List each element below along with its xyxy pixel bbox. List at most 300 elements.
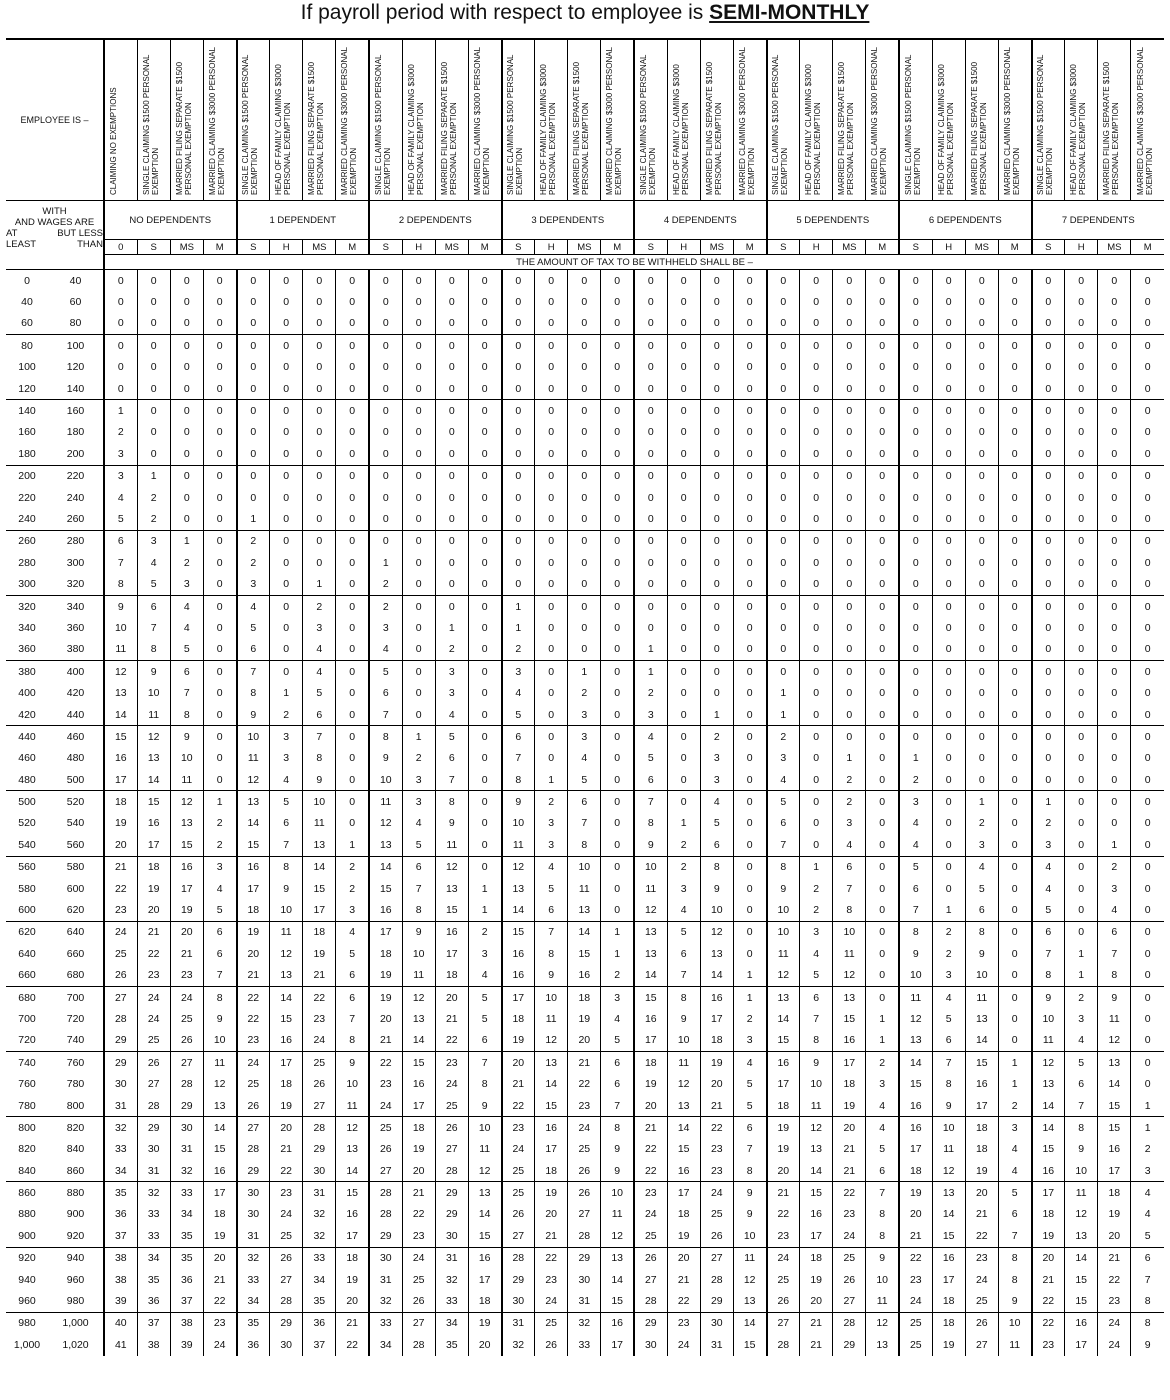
tax-amount-cell: 0 [1032,422,1065,443]
tax-amount-cell: 12 [800,1117,833,1139]
tax-amount-cell: 0 [700,357,733,378]
tax-amount-cell: 22 [237,986,270,1008]
tax-amount-cell: 0 [700,573,733,595]
wage-less-than: 620 [66,904,85,917]
tax-amount-cell: 0 [800,704,833,726]
tax-amount-cell: 27 [502,1225,535,1247]
tax-amount-cell: 19 [800,1269,833,1290]
tax-amount-cell: 20 [833,1117,866,1139]
tax-amount-cell: 1 [502,595,535,617]
tax-amount-cell: 0 [270,291,303,312]
tax-amount-cell: 14 [369,856,402,878]
tax-amount-cell: 0 [1065,617,1098,638]
tax-amount-cell: 2 [535,791,568,813]
tax-amount-cell: 1 [203,791,236,813]
tax-amount-cell: 0 [899,313,932,335]
tax-amount-cell: 0 [468,791,501,813]
tax-amount-cell: 16 [402,1073,435,1094]
tax-amount-cell: 7 [1032,943,1065,964]
tax-amount-cell: 12 [237,769,270,791]
tax-amount-cell: 0 [866,878,899,899]
tax-amount-cell: 28 [303,1117,336,1139]
tax-amount-cell: 0 [535,682,568,703]
tax-amount-cell: 0 [998,291,1031,312]
tax-amount-cell: 16 [502,943,535,964]
tax-amount-cell: 0 [800,291,833,312]
tax-amount-cell: 0 [1098,748,1131,769]
tax-amount-cell: 22 [767,1204,800,1225]
tax-amount-cell: 9 [270,878,303,899]
tax-amount-cell: 0 [733,617,766,638]
least-label: LEAST [6,238,37,250]
tax-amount-cell: 0 [866,986,899,1008]
column-status-label: MARRIED FILING SEPARATE $1500 PERSONAL EXEMPTION [307,61,326,195]
wage-less-than: 260 [66,512,85,525]
tax-amount-cell: 0 [965,552,998,573]
tax-amount-cell: 0 [435,595,468,617]
tax-amount-cell: 12 [899,1008,932,1029]
tax-amount-cell: 22 [1032,1290,1065,1312]
table-row [6,1247,1164,1269]
tax-amount-cell: 0 [1131,508,1164,530]
tax-amount-cell: 13 [170,813,203,834]
tax-amount-cell: 20 [568,1030,601,1052]
tax-amount-cell: 0 [1098,313,1131,335]
tax-amount-cell: 0 [270,530,303,552]
tax-amount-cell: 15 [402,1052,435,1074]
title-prefix: If payroll period with respect to employee is [300,1,710,24]
tax-amount-cell: 17 [601,1334,634,1355]
tax-amount-cell: 0 [1098,813,1131,834]
tax-amount-cell: 23 [833,1204,866,1225]
tax-amount-cell: 0 [568,617,601,638]
tax-amount-cell: 0 [170,313,203,335]
tax-amount-cell: 0 [435,573,468,595]
tax-amount-cell: 0 [435,400,468,422]
tax-amount-cell: 0 [899,422,932,443]
tax-amount-cell: 10 [899,965,932,987]
tax-amount-cell: 0 [965,530,998,552]
tax-amount-cell: 0 [833,357,866,378]
tax-amount-cell: 0 [1131,813,1164,834]
table-row [6,1139,1164,1160]
tax-amount-cell: 9 [800,1052,833,1074]
tax-amount-cell: 0 [634,617,667,638]
tax-amount-cell: 4 [203,878,236,899]
tax-amount-cell: 2 [998,1095,1031,1117]
tax-amount-cell: 1 [336,834,369,856]
tax-amount-cell: 22 [369,1052,402,1074]
tax-amount-cell: 0 [170,378,203,400]
status-code: MS [833,240,866,255]
wages-line1: WITH [42,205,67,217]
tax-amount-cell: 2 [899,769,932,791]
tax-amount-cell: 17 [137,834,170,856]
tax-amount-cell: 19 [104,813,137,834]
tax-amount-cell: 0 [468,617,501,638]
tax-amount-cell: 29 [104,1030,137,1052]
tax-amount-cell: 0 [767,313,800,335]
tax-amount-cell: 0 [833,639,866,661]
column-status-label: SINGLE CLAIMING $1500 PERSONAL EXEMPTION [771,54,790,195]
tax-amount-cell: 1 [237,508,270,530]
status-code: MS [700,240,733,255]
tax-amount-cell: 0 [800,465,833,487]
tax-amount-cell: 0 [833,617,866,638]
tax-amount-cell: 0 [866,270,899,292]
tax-amount-cell: 0 [203,465,236,487]
tax-amount-cell: 0 [800,508,833,530]
tax-amount-cell: 14 [1065,1247,1098,1269]
tax-amount-cell: 0 [104,357,137,378]
tax-amount-cell: 0 [733,921,766,943]
tax-amount-cell: 3 [270,748,303,769]
tax-amount-cell: 0 [998,965,1031,987]
tax-amount-cell: 0 [1098,508,1131,530]
tax-amount-cell: 0 [965,508,998,530]
tax-amount-cell: 0 [833,595,866,617]
title-period: SEMI-MONTHLY [709,1,870,24]
tax-amount-cell: 0 [402,530,435,552]
tax-amount-cell: 22 [270,1160,303,1182]
tax-amount-cell: 8 [270,856,303,878]
tax-amount-cell: 10 [170,748,203,769]
tax-amount-cell: 11 [468,1139,501,1160]
tax-amount-cell: 11 [568,878,601,899]
tax-amount-cell: 8 [203,986,236,1008]
tax-amount-cell: 0 [435,530,468,552]
tax-amount-cell: 0 [667,291,700,312]
tax-amount-cell: 0 [800,487,833,508]
tax-amount-cell: 16 [535,1117,568,1139]
tax-amount-cell: 11 [104,639,137,661]
tax-amount-cell: 21 [502,1073,535,1094]
tax-amount-cell: 27 [833,1290,866,1312]
tax-amount-cell: 0 [203,508,236,530]
tax-amount-cell: 8 [369,726,402,748]
tax-amount-cell: 0 [1098,465,1131,487]
tax-amount-cell: 0 [468,487,501,508]
wage-at-least: 0 [6,270,48,292]
tax-amount-cell: 20 [667,1247,700,1269]
tax-amount-cell: 0 [1098,443,1131,465]
tax-amount-cell: 0 [137,291,170,312]
tax-amount-cell: 16 [767,1052,800,1074]
tax-amount-cell: 19 [965,1160,998,1182]
tax-amount-cell: 9 [468,1095,501,1117]
tax-amount-cell: 28 [170,1073,203,1094]
tax-amount-cell: 11 [866,1290,899,1312]
tax-amount-cell: 5 [303,682,336,703]
tax-amount-cell: 25 [833,1247,866,1269]
tax-amount-cell: 0 [965,748,998,769]
tax-amount-cell: 20 [170,921,203,943]
table-row [6,552,1164,573]
tax-amount-cell: 0 [270,378,303,400]
tax-amount-cell: 15 [568,943,601,964]
tax-amount-cell: 25 [535,1312,568,1334]
table-row [6,856,1164,878]
table-row [6,1312,1164,1334]
tax-amount-cell: 9 [170,726,203,748]
wage-at-least: 160 [18,426,36,439]
tax-amount-cell: 0 [336,270,369,292]
tax-amount-cell: 9 [1032,986,1065,1008]
wage-at-least: 220 [18,491,36,504]
tax-amount-cell: 20 [899,1204,932,1225]
tax-amount-cell: 0 [303,422,336,443]
wage-less-than: 780 [66,1078,85,1091]
tax-amount-cell: 0 [767,552,800,573]
tax-amount-cell: 26 [568,1160,601,1182]
tax-amount-cell: 4 [932,986,965,1008]
tax-amount-cell: 14 [402,1030,435,1052]
tax-amount-cell: 18 [369,943,402,964]
tax-amount-cell: 12 [767,965,800,987]
tax-amount-cell: 39 [104,1290,137,1312]
tax-amount-cell: 8 [336,1030,369,1052]
tax-amount-cell: 11 [270,921,303,943]
tax-amount-cell: 0 [468,834,501,856]
tax-amount-cell: 17 [667,1182,700,1204]
tax-amount-cell: 29 [104,1052,137,1074]
tax-amount-cell: 12 [336,1117,369,1139]
tax-amount-cell: 0 [800,595,833,617]
tax-amount-cell: 5 [1065,1052,1098,1074]
tax-amount-cell: 38 [104,1269,137,1290]
tax-amount-cell: 29 [568,1247,601,1269]
table-row [6,682,1164,703]
wage-less-than: 640 [48,921,104,943]
status-code: H [1065,240,1098,255]
tax-amount-cell: 1 [535,769,568,791]
wage-at-least: 800 [6,1117,48,1139]
tax-amount-cell: 15 [601,1290,634,1312]
tax-amount-cell: 2 [137,487,170,508]
tax-amount-cell: 34 [137,1247,170,1269]
wage-less-than: 180 [66,426,85,439]
tax-amount-cell: 0 [203,313,236,335]
tax-amount-cell: 27 [965,1334,998,1355]
table-row [6,313,1164,335]
tax-amount-cell: 23 [568,1095,601,1117]
tax-amount-cell: 4 [1131,1204,1164,1225]
tax-amount-cell: 19 [568,1008,601,1029]
tax-amount-cell: 7 [998,1225,1031,1247]
tax-amount-cell: 2 [203,834,236,856]
tax-amount-cell: 15 [535,1095,568,1117]
tax-amount-cell: 0 [965,270,998,292]
tax-amount-cell: 0 [866,834,899,856]
tax-amount-cell: 27 [104,986,137,1008]
tax-amount-cell: 22 [237,1008,270,1029]
tax-amount-cell: 0 [866,291,899,312]
table-row [6,1052,1164,1074]
tax-amount-cell: 22 [667,1290,700,1312]
tax-amount-cell: 0 [866,530,899,552]
tax-amount-cell: 5 [899,856,932,878]
tax-amount-cell: 0 [435,378,468,400]
tax-amount-cell: 12 [667,1073,700,1094]
tax-amount-cell: 3 [899,791,932,813]
tax-amount-cell: 16 [170,856,203,878]
tax-amount-cell: 0 [1065,661,1098,683]
table-row [6,1073,1164,1094]
tax-amount-cell: 0 [1065,530,1098,552]
tax-amount-cell: 0 [104,313,137,335]
tax-amount-cell: 10 [137,682,170,703]
tax-amount-cell: 0 [767,400,800,422]
tax-amount-cell: 14 [270,986,303,1008]
tax-amount-cell: 0 [899,378,932,400]
tax-amount-cell: 25 [568,1139,601,1160]
tax-amount-cell: 16 [800,1204,833,1225]
tax-amount-cell: 0 [733,508,766,530]
tax-amount-cell: 9 [435,813,468,834]
tax-amount-cell: 0 [965,443,998,465]
tax-amount-cell: 0 [270,335,303,357]
tax-amount-cell: 10 [833,921,866,943]
tax-amount-cell: 18 [634,1052,667,1074]
tax-amount-cell: 29 [369,1225,402,1247]
tax-amount-cell: 27 [270,1269,303,1290]
tax-amount-cell: 19 [468,1312,501,1334]
tax-amount-cell: 5 [1131,1225,1164,1247]
tax-amount-cell: 10 [1032,1008,1065,1029]
tax-amount-cell: 0 [866,465,899,487]
tax-amount-cell: 1 [601,943,634,964]
tax-amount-cell: 0 [833,704,866,726]
tax-amount-cell: 0 [1032,682,1065,703]
tax-amount-cell: 0 [667,530,700,552]
tax-amount-cell: 0 [1131,1052,1164,1074]
tax-amount-cell: 4 [800,943,833,964]
status-code: S [137,240,170,255]
tax-amount-cell: 4 [170,595,203,617]
tax-amount-cell: 3 [965,834,998,856]
tax-amount-cell: 18 [800,1247,833,1269]
tax-amount-cell: 25 [965,1290,998,1312]
tax-amount-cell: 0 [634,595,667,617]
tax-amount-cell: 0 [667,335,700,357]
tax-amount-cell: 0 [468,530,501,552]
tax-amount-cell: 5 [800,965,833,987]
tax-amount-cell: 7 [336,1008,369,1029]
tax-amount-cell: 15 [237,834,270,856]
tax-amount-cell: 0 [998,335,1031,357]
tax-amount-cell: 0 [965,465,998,487]
tax-amount-cell: 0 [965,291,998,312]
tax-amount-cell: 0 [1131,921,1164,943]
tax-amount-cell: 0 [336,617,369,638]
tax-amount-cell: 8 [733,1160,766,1182]
tax-amount-cell: 16 [270,1030,303,1052]
tax-amount-cell: 13 [336,1139,369,1160]
tax-amount-cell: 23 [634,1182,667,1204]
column-status-label: MARRIED CLAIMING $3000 PERSONAL EXEMPTION [1002,47,1021,195]
tax-amount-cell: 1 [833,748,866,769]
tax-amount-cell: 1 [1065,965,1098,987]
tax-amount-cell: 20 [634,1095,667,1117]
tax-amount-cell: 38 [170,1312,203,1334]
tax-amount-cell: 9 [601,1139,634,1160]
tax-amount-cell: 32 [303,1225,336,1247]
tax-amount-cell: 30 [700,1312,733,1334]
tax-amount-cell: 0 [899,530,932,552]
tax-amount-cell: 7 [932,1052,965,1074]
tax-amount-cell: 2 [965,813,998,834]
tax-amount-cell: 37 [137,1312,170,1334]
wage-less-than: 840 [66,1143,85,1156]
tax-amount-cell: 0 [468,726,501,748]
tax-amount-cell: 1 [700,704,733,726]
tax-amount-cell: 0 [1032,552,1065,573]
tax-amount-cell: 0 [733,726,766,748]
tax-amount-cell: 4 [237,595,270,617]
wage-less-than: 880 [48,1182,104,1204]
tax-amount-cell: 12 [137,726,170,748]
tax-amount-cell: 17 [833,1052,866,1074]
tax-amount-cell: 0 [402,313,435,335]
tax-amount-cell: 3 [998,1117,1031,1139]
tax-amount-cell: 0 [170,422,203,443]
tax-amount-cell: 0 [1098,769,1131,791]
tax-amount-cell: 3 [237,573,270,595]
wage-less-than: 300 [66,556,85,569]
tax-amount-cell: 5 [203,899,236,921]
tax-amount-cell: 18 [965,1117,998,1139]
tax-amount-cell: 0 [899,639,932,661]
tax-amount-cell: 1 [733,965,766,987]
tax-amount-cell: 8 [104,573,137,595]
tax-amount-cell: 21 [700,1095,733,1117]
table-row [6,704,1164,726]
tax-amount-cell: 11 [402,965,435,987]
tax-amount-cell: 0 [535,487,568,508]
tax-amount-cell: 27 [634,1269,667,1290]
tax-amount-cell: 19 [667,1225,700,1247]
tax-amount-cell: 0 [932,378,965,400]
tax-amount-cell: 0 [203,552,236,573]
tax-amount-cell: 35 [170,1225,203,1247]
tax-amount-cell: 0 [601,400,634,422]
tax-amount-cell: 17 [203,1182,236,1204]
tax-amount-cell: 13 [303,834,336,856]
wage-at-least: 560 [6,856,48,878]
tax-amount-cell: 30 [104,1073,137,1094]
tax-amount-cell: 2 [502,639,535,661]
tax-amount-cell: 22 [700,1117,733,1139]
tax-amount-cell: 0 [733,573,766,595]
tax-amount-cell: 0 [866,639,899,661]
tax-amount-cell: 16 [899,1117,932,1139]
tax-amount-cell: 4 [137,552,170,573]
tax-amount-cell: 11 [435,834,468,856]
status-code: S [634,240,667,255]
tax-amount-cell: 0 [733,378,766,400]
tax-amount-cell: 0 [833,487,866,508]
tax-amount-cell: 15 [667,1139,700,1160]
tax-amount-cell: 0 [468,422,501,443]
tax-amount-cell: 0 [932,465,965,487]
tax-amount-cell: 11 [1098,1008,1131,1029]
tax-amount-cell: 28 [104,1008,137,1029]
tax-amount-cell: 13 [369,834,402,856]
tax-amount-cell: 36 [303,1312,336,1334]
tax-amount-cell: 32 [137,1182,170,1204]
status-code: H [535,240,568,255]
table-row [6,769,1164,791]
